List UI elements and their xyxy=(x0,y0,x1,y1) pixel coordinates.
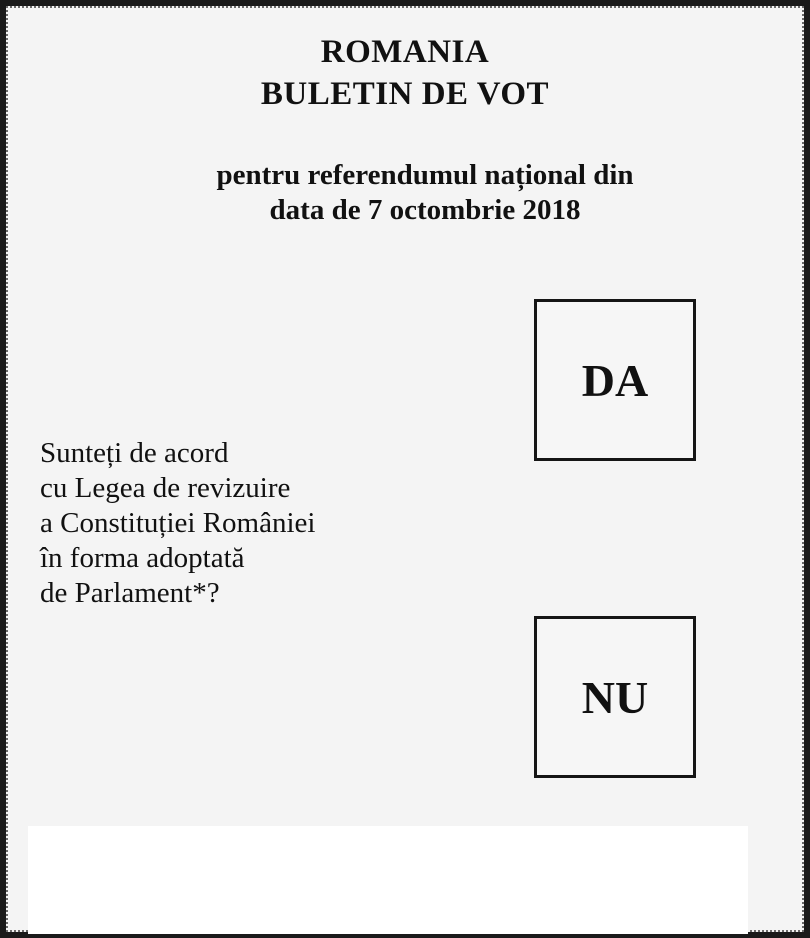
question-line: cu Legea de revizuire xyxy=(40,472,291,504)
referendum-question xyxy=(40,436,315,611)
country-title: ROMANIA xyxy=(320,34,490,70)
vote-no-box[interactable] xyxy=(534,616,696,778)
question-line: a Constituției României xyxy=(40,507,316,539)
referendum-date-line: data de 7 octombrie 2018 xyxy=(269,194,581,226)
question-line: de Parlament*? xyxy=(40,577,220,609)
question-line: în forma adoptată xyxy=(40,542,245,574)
question-line: Sunteți de acord xyxy=(40,437,229,469)
vote-yes-box[interactable] xyxy=(534,299,696,461)
referendum-subtitle-line-1: pentru referendumul național din xyxy=(216,159,634,191)
vote-no-label: NU xyxy=(581,671,649,723)
vote-yes-label: DA xyxy=(581,354,649,406)
blank-area xyxy=(28,826,748,934)
ballot-title: BULETIN DE VOT xyxy=(260,76,550,112)
